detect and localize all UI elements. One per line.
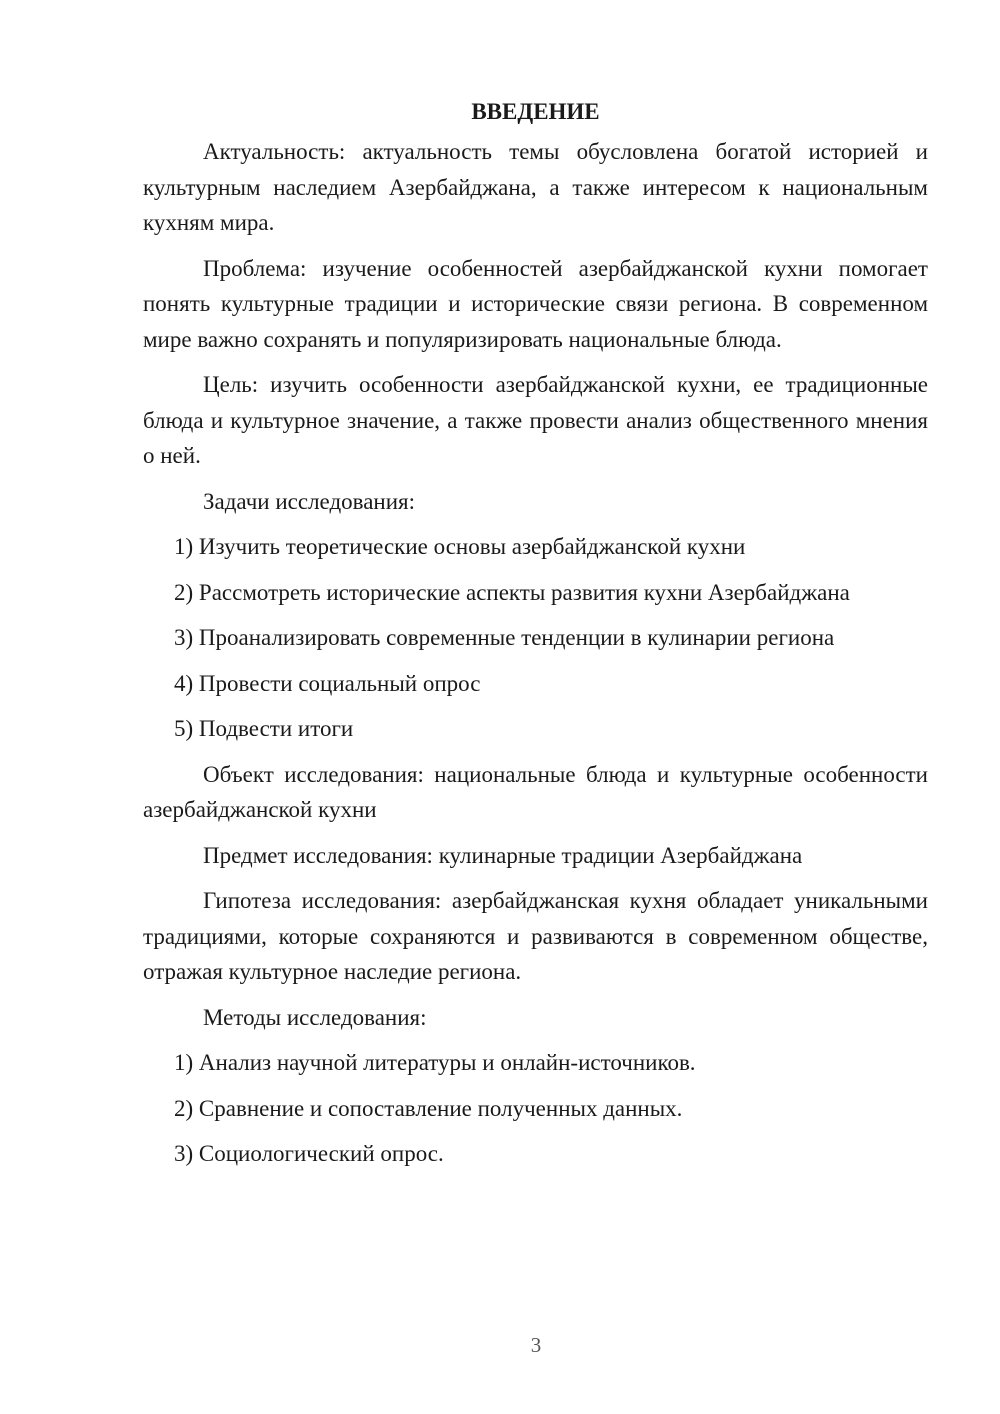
object-paragraph: Объект исследования: национальные блюда и культурные особенности азербайджанской кухни — [143, 761, 928, 822]
method-item-2: 2) Сравнение и сопоставление полученных данных. — [174, 1095, 683, 1121]
hypothesis-paragraph: Гипотеза исследования: азербайджанская кухня обладает уникальными традициями, которые сохраняются и развиваются в современном обществе, отражая культурное наследие региона. — [143, 888, 928, 984]
method-item-1: 1) Анализ научной литературы и онлайн-источников. — [174, 1050, 696, 1075]
task-item-5: 5) Подвести итоги — [174, 716, 354, 741]
goal-paragraph: Цель: изучить особенности азербайджанской кухни, ее традиционные блюда и культурное значение, а также провести анализ общественного мнения о ней. — [143, 372, 928, 468]
tasks-heading: Задачи исследования: — [203, 488, 416, 514]
relevance-paragraph: Актуальность: актуальность темы обусловлена богатой историей и культурным наследием Азербайджана, а также интересом к национальным кухням мира. — [143, 139, 928, 235]
method-item-3: 3) Социологический опрос. — [174, 1141, 444, 1166]
task-item-1: 1) Изучить теоретические основы азербайджанской кухни — [174, 534, 746, 559]
problem-paragraph: Проблема: изучение особенностей азербайджанской кухни помогает понять культурные традиции и исторические связи региона. В современном мире важно сохранять и популяризировать национальные блюда. — [143, 255, 928, 352]
task-item-4: 4) Провести социальный опрос — [174, 670, 481, 696]
task-item-2: 2) Рассмотреть исторические аспекты развития кухни Азербайджана — [174, 579, 850, 605]
page-title: ВВЕДЕНИЕ — [471, 99, 600, 124]
methods-heading: Методы исследования: — [203, 1004, 427, 1030]
task-item-3: 3) Проанализировать современные тенденции в кулинарии региона — [174, 625, 835, 650]
page-number: 3 — [530, 1333, 542, 1357]
subject-paragraph: Предмет исследования: кулинарные традиции Азербайджана — [203, 842, 803, 868]
page-content — [143, 94, 928, 1182]
